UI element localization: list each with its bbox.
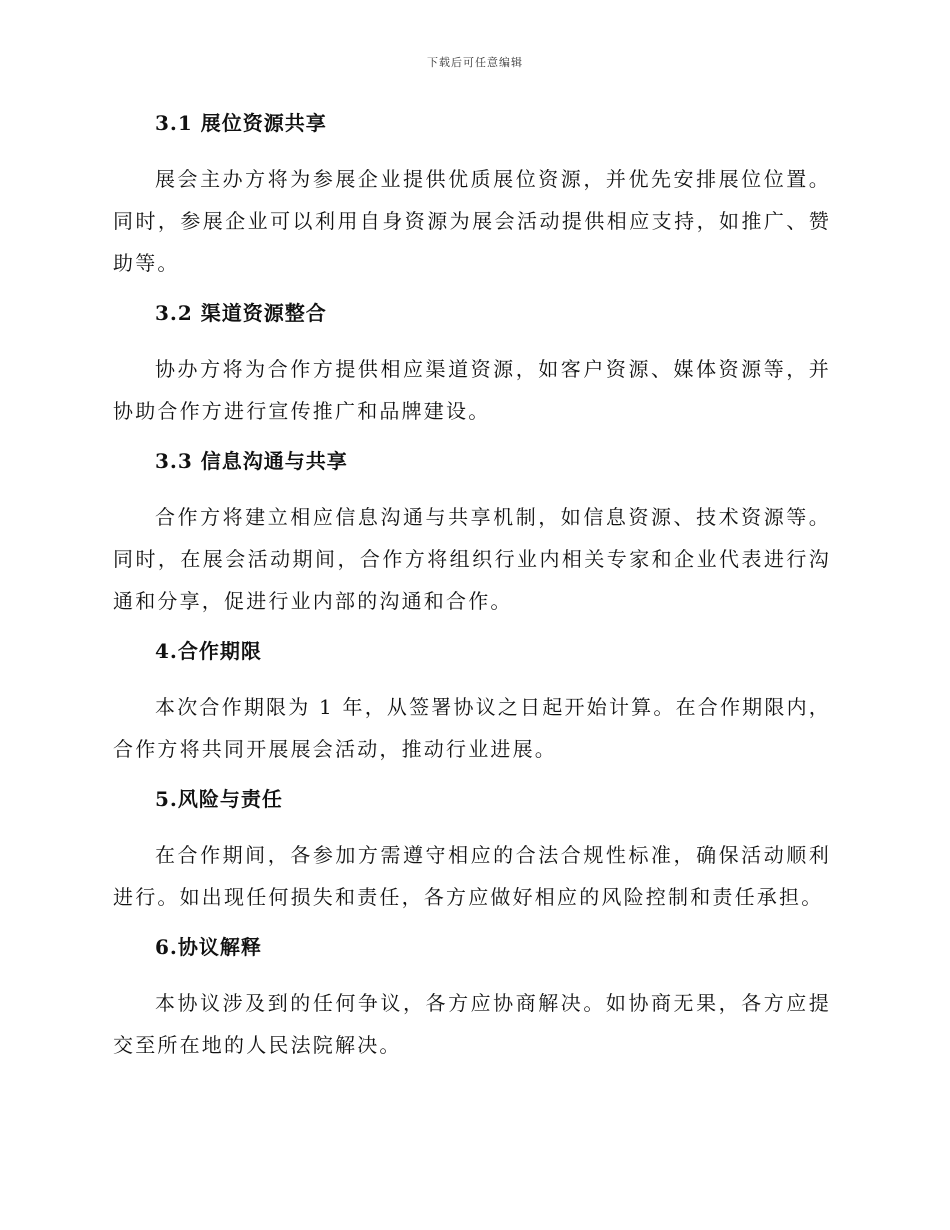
section-title: 4.合作期限 — [155, 639, 262, 663]
section-6 — [113, 934, 831, 1066]
section-paragraph: 合作方将建立相应信息沟通与共享机制，如信息资源、技术资源等。同时，在展会活动期间，合作方将组织行业内相关专家和企业代表进行沟通和分享，促进行业内部的沟通和合作。 — [113, 505, 831, 613]
section-3-2 — [113, 300, 831, 432]
section-3-3 — [113, 448, 831, 622]
section-paragraph: 在合作期间，各参加方需遵守相应的合法合规性标准，确保活动顺利进行。如出现任何损失和责任，各方应做好相应的风险控制和责任承担。 — [113, 843, 831, 909]
section-paragraph: 本协议涉及到的任何争议，各方应协商解决。如协商无果，各方应提交至所在地的人民法院解决。 — [113, 991, 831, 1057]
section-4 — [113, 638, 831, 770]
section-paragraph: 展会主办方将为参展企业提供优质展位资源，并优先安排展位位置。同时，参展企业可以利用自身资源为展会活动提供相应支持，如推广、赞助等。 — [113, 167, 831, 275]
section-paragraph: 本次合作期限为 1 年，从签署协议之日起开始计算。在合作期限内，合作方将共同开展展会活动，推动行业进展。 — [113, 695, 831, 761]
section-paragraph: 协办方将为合作方提供相应渠道资源，如客户资源、媒体资源等，并协助合作方进行宣传推广和品牌建设。 — [113, 357, 831, 423]
section-title: 5.风险与责任 — [155, 787, 283, 811]
section-title: 3.2 渠道资源整合 — [155, 301, 327, 325]
page-header: 下载后可任意编辑 — [427, 56, 523, 69]
section-title: 3.3 信息沟通与共享 — [155, 449, 348, 473]
section-3-1 — [113, 110, 831, 284]
section-title: 3.1 展位资源共享 — [155, 111, 327, 135]
document-body — [113, 110, 831, 1082]
section-title: 6.协议解释 — [155, 935, 262, 959]
section-5 — [113, 786, 831, 918]
